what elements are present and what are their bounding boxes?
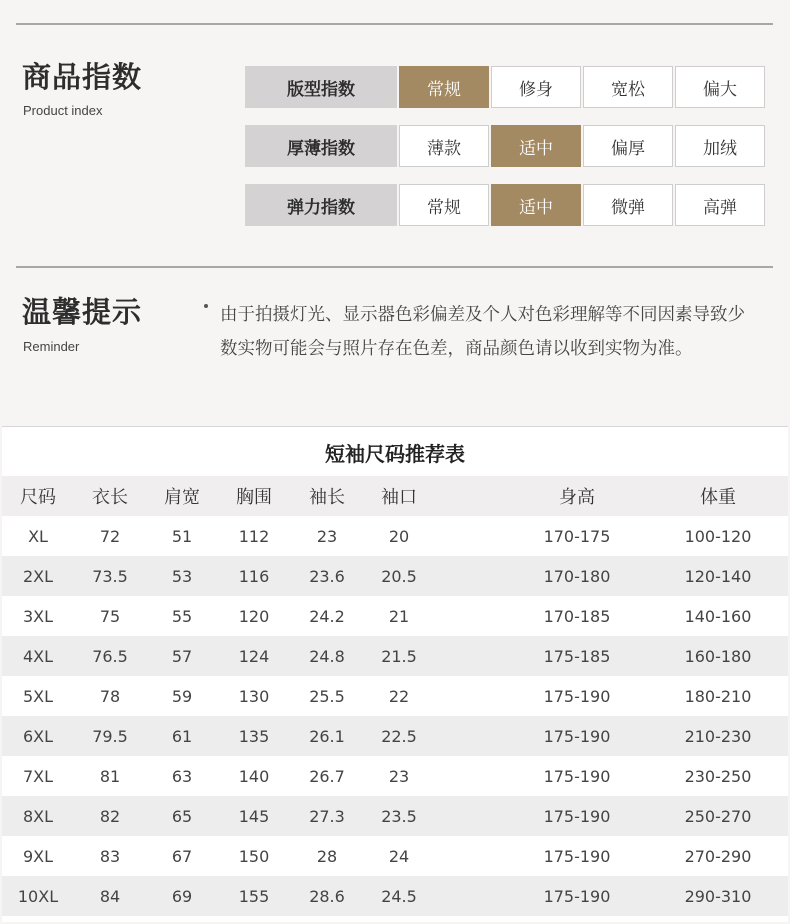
index-option-selected: 适中	[491, 125, 581, 167]
table-cell: 290-310	[684, 886, 752, 906]
index-option: 高弹	[675, 184, 765, 226]
size-table-title: 短袖尺码推荐表	[2, 426, 788, 477]
table-cell: 61	[171, 726, 193, 746]
table-cell: 175-190	[543, 886, 611, 906]
table-cell: 3XL	[22, 606, 54, 626]
table-cell: 26.1	[309, 726, 345, 746]
reminder-title: 温馨提示	[22, 295, 143, 329]
index-option: 常规	[399, 184, 489, 226]
table-cell: 175-190	[543, 846, 611, 866]
table-cell: 26.7	[309, 766, 345, 786]
table-cell: 22	[388, 686, 410, 706]
table-cell: 65	[171, 806, 193, 826]
index-option: 宽松	[583, 66, 673, 108]
table-cell: 72	[99, 526, 121, 546]
table-cell: 79.5	[92, 726, 128, 746]
table-cell: 5XL	[22, 686, 54, 706]
table-row	[2, 796, 788, 836]
table-header-cell: 衣长	[92, 487, 128, 508]
reminder-text: 由于拍摄灯光、显示器色彩偏差及个人对色彩理解等不同因素导致少数实物可能会与照片存在色差，商品颜色请以收到实物为准。	[220, 305, 745, 359]
table-cell: 24.8	[309, 646, 345, 666]
table-row	[2, 676, 788, 716]
table-cell: 175-190	[543, 686, 611, 706]
table-cell: 53	[171, 566, 193, 586]
index-row-label: 厚薄指数	[245, 125, 397, 167]
table-row	[2, 596, 788, 636]
table-row	[2, 636, 788, 676]
table-cell: 55	[171, 606, 193, 626]
table-cell: 100-120	[684, 526, 752, 546]
table-cell: 76.5	[92, 646, 128, 666]
table-cell: 57	[171, 646, 193, 666]
index-row	[245, 184, 765, 226]
table-row	[2, 556, 788, 596]
product-index-subtitle: Product index	[23, 103, 103, 118]
table-cell: 69	[171, 886, 193, 906]
table-cell: 180-210	[684, 686, 752, 706]
index-option: 修身	[491, 66, 581, 108]
table-cell: 9XL	[22, 846, 54, 866]
table-header-cell: 肩宽	[164, 487, 200, 508]
table-cell: 23.5	[381, 806, 417, 826]
table-header-row	[2, 476, 788, 516]
table-row	[2, 756, 788, 796]
table-cell: 250-270	[684, 806, 752, 826]
table-cell: 23	[316, 526, 338, 546]
table-cell: 140-160	[684, 606, 752, 626]
table-cell: 175-190	[543, 726, 611, 746]
table-cell: 84	[99, 886, 121, 906]
table-cell: 23.6	[309, 566, 345, 586]
reminder-subtitle: Reminder	[23, 339, 80, 354]
table-cell: 81	[99, 766, 121, 786]
index-row	[245, 125, 765, 167]
table-cell: 25.5	[309, 686, 345, 706]
table-cell: 135	[238, 726, 270, 746]
index-option: 偏大	[675, 66, 765, 108]
table-cell: 7XL	[22, 766, 54, 786]
table-header-cell: 尺码	[20, 487, 56, 508]
table-cell: 20	[388, 526, 410, 546]
table-cell: 6XL	[22, 726, 54, 746]
index-row-label: 弹力指数	[245, 184, 397, 226]
index-option-selected: 常规	[399, 66, 489, 108]
index-option: 薄款	[399, 125, 489, 167]
table-cell: 24.5	[381, 886, 417, 906]
table-cell: 175-185	[543, 646, 611, 666]
index-row-label: 版型指数	[245, 66, 397, 108]
table-cell: 170-175	[543, 526, 611, 546]
table-row	[2, 876, 788, 916]
table-header-cell: 袖口	[381, 487, 417, 508]
middle-divider	[16, 266, 773, 268]
table-cell: 63	[171, 766, 193, 786]
index-option: 加绒	[675, 125, 765, 167]
table-cell: 210-230	[684, 726, 752, 746]
table-header-cell: 体重	[700, 487, 736, 508]
table-cell: 175-190	[543, 766, 611, 786]
table-cell: 120-140	[684, 566, 752, 586]
table-cell: 175-190	[543, 806, 611, 826]
table-cell: 120	[238, 606, 270, 626]
table-cell: 24	[388, 846, 410, 866]
table-cell: 230-250	[684, 766, 752, 786]
table-cell: 22.5	[381, 726, 417, 746]
table-cell: 2XL	[22, 566, 54, 586]
table-cell: 20.5	[381, 566, 417, 586]
table-cell: 130	[238, 686, 270, 706]
table-cell: 112	[238, 526, 270, 546]
table-cell: 160-180	[684, 646, 752, 666]
index-option-selected: 适中	[491, 184, 581, 226]
index-option: 偏厚	[583, 125, 673, 167]
table-cell: 8XL	[22, 806, 54, 826]
table-header-cell: 胸围	[236, 487, 272, 508]
table-cell: 82	[99, 806, 121, 826]
table-header-cell: 身高	[559, 487, 595, 508]
table-cell: 124	[238, 646, 270, 666]
table-cell: 21	[388, 606, 410, 626]
table-cell: 23	[388, 766, 410, 786]
table-cell: 270-290	[684, 846, 752, 866]
table-cell: 4XL	[22, 646, 54, 666]
table-cell: 75	[99, 606, 121, 626]
index-row	[245, 66, 765, 108]
table-cell: 21.5	[381, 646, 417, 666]
table-cell: 170-185	[543, 606, 611, 626]
table-cell: 150	[238, 846, 270, 866]
table-cell: 155	[238, 886, 270, 906]
table-cell: 83	[99, 846, 121, 866]
table-cell: XL	[28, 526, 48, 546]
table-cell: 51	[171, 526, 193, 546]
size-table	[2, 426, 788, 922]
table-cell: 28.6	[309, 886, 345, 906]
table-cell: 67	[171, 846, 193, 866]
table-cell: 28	[316, 846, 338, 866]
table-row	[2, 516, 788, 556]
table-cell: 73.5	[92, 566, 128, 586]
table-cell: 116	[238, 566, 270, 586]
table-cell: 78	[99, 686, 121, 706]
table-cell: 10XL	[17, 886, 59, 906]
index-option: 微弹	[583, 184, 673, 226]
table-cell: 59	[171, 686, 193, 706]
table-row	[2, 716, 788, 756]
table-cell: 24.2	[309, 606, 345, 626]
table-cell: 170-180	[543, 566, 611, 586]
top-divider	[16, 23, 773, 25]
product-index-title: 商品指数	[22, 60, 143, 94]
table-row	[2, 836, 788, 876]
table-cell: 145	[238, 806, 270, 826]
table-header-cell: 袖长	[309, 487, 345, 508]
table-cell: 27.3	[309, 806, 345, 826]
table-cell: 140	[238, 766, 270, 786]
bullet-icon	[204, 304, 208, 308]
